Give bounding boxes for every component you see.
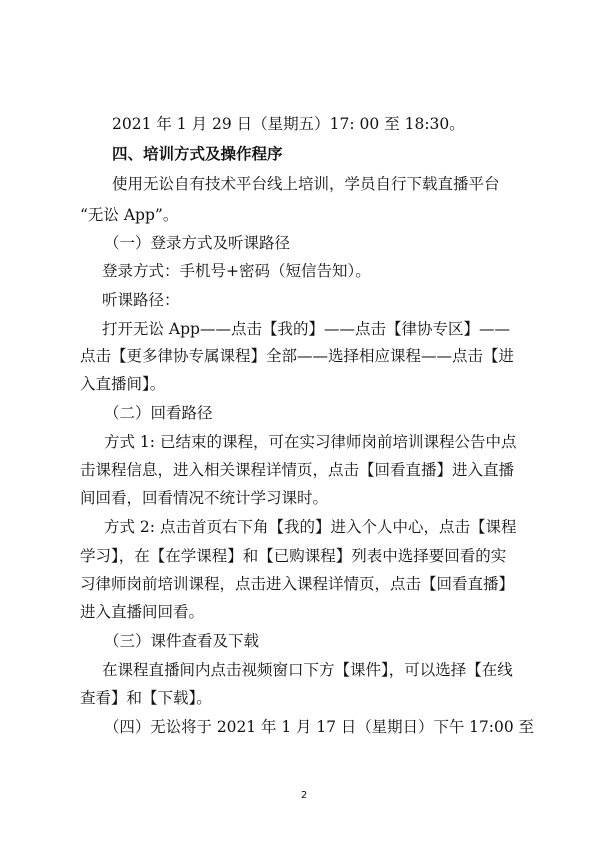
subsection-heading: （三）课件查看及下载 [104,632,260,650]
text-line: 在课程直播间内点击视频窗口下方【课件】，可以选择【在线 [102,661,513,679]
text-line: 间回看，回看情况不统计学习课时。 [80,489,329,507]
text-line: 听课路径： [102,291,180,309]
text-line: 入直播间】。 [80,375,166,393]
section-heading: 四、培训方式及操作程序 [112,144,283,163]
text-line: （四）无讼将于 2021 年 1 月 17 日（星期日）下午 17:00 至 [104,718,534,736]
subsection-heading: （一）登录方式及听课路径 [104,234,291,252]
text-line: 2021 年 1 月 29 日（星期五）17: 00 至 18:30。 [112,115,465,133]
text-line: “无讼 App”。 [80,206,179,224]
subsection-heading: （二）回看路径 [104,404,213,422]
text-line: 点击【更多律协专属课程】全部——选择相应课程——点击【进 [80,347,515,365]
text-line: 打开无讼 App——点击【我的】——点击【律协专区】—— [102,320,510,338]
page-number: 2 [300,790,308,801]
text-line: 学习】，在【在学课程】和【已购课程】列表中选择要回看的实 [80,547,507,565]
text-line: 查看】和【下载】。 [80,689,212,707]
text-line: 使用无讼自有技术平台线上培训，学员自行下载直播平台 [112,175,500,193]
text-line: 方式 1: 已结束的课程，可在实习律师岗前培训课程公告中点 [104,433,517,451]
text-line: 进入直播间回看。 [80,603,205,621]
text-line: 击课程信息，进入相关课程详情页，点击【回看直播】进入直播 [80,461,515,479]
text-line: 登录方式：手机号+密码（短信告知）。 [102,262,371,280]
text-line: 习律师岗前培训课程，点击进入课程详情页，点击【回看直播】 [80,575,515,593]
text-line: 方式 2: 点击首页右下角【我的】进入个人中心，点击【课程 [104,518,517,536]
